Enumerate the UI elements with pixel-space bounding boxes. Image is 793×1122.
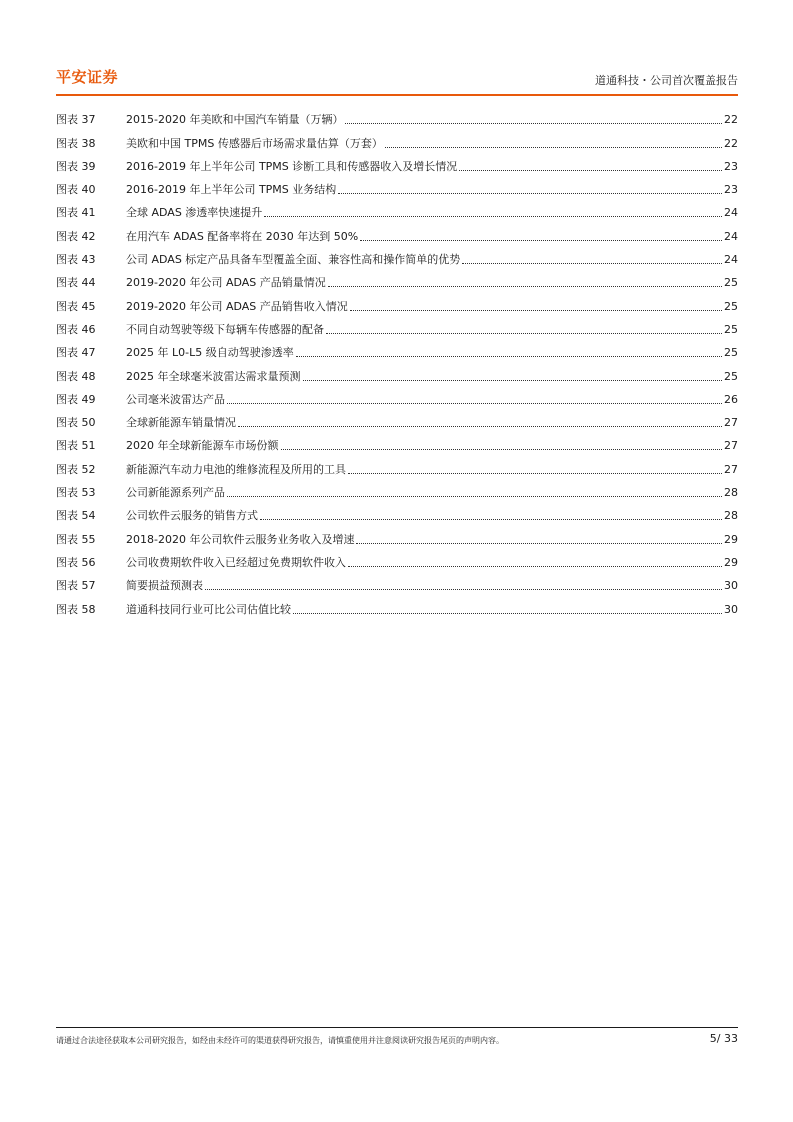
toc-dot-leader xyxy=(459,169,722,171)
document-title: 道通科技・公司首次覆盖报告 xyxy=(595,74,738,87)
toc-entry[interactable] xyxy=(56,453,738,476)
toc-entry[interactable] xyxy=(56,360,738,383)
toc-entry[interactable] xyxy=(56,337,738,360)
toc-page-number: 22 xyxy=(724,113,738,127)
brand-logo: 平安证券 xyxy=(56,68,119,86)
toc-figure-number: 图表 54 xyxy=(56,509,96,523)
toc-page-number: 28 xyxy=(724,509,738,523)
toc-page-number: 27 xyxy=(724,416,738,430)
toc-figure-title: 2019-2020 年公司 ADAS 产品销售收入情况 xyxy=(126,299,348,313)
toc-figure-title: 不同自动驾驶等级下每辆车传感器的配备 xyxy=(126,322,324,336)
footer-disclaimer: 请通过合法途径获取本公司研究报告，如经由未经许可的渠道获得研究报告，请慎重使用并注意阅读研究报告尾页的声明内容。 xyxy=(56,1036,504,1045)
figure-index xyxy=(56,104,738,617)
toc-figure-title: 在用汽车 ADAS 配备率将在 2030 年达到 50% xyxy=(126,229,359,243)
toc-entry[interactable] xyxy=(56,593,738,616)
toc-figure-title: 全球新能源车销量情况 xyxy=(126,416,236,430)
toc-figure-number: 图表 38 xyxy=(56,136,96,150)
page-number: 5/ 33 xyxy=(709,1032,738,1045)
toc-page-number: 24 xyxy=(724,229,738,243)
toc-dot-leader xyxy=(462,262,722,264)
toc-figure-title: 公司软件云服务的销售方式 xyxy=(126,509,258,523)
toc-dot-leader xyxy=(348,565,722,567)
toc-entry[interactable] xyxy=(56,127,738,150)
toc-dot-leader xyxy=(227,495,722,497)
toc-entry[interactable] xyxy=(56,430,738,453)
toc-figure-title: 美欧和中国 TPMS 传感器后市场需求量估算（万套） xyxy=(126,136,383,150)
toc-figure-title: 2025 年 L0-L5 级自动驾驶渗透率 xyxy=(126,346,294,360)
toc-page-number: 30 xyxy=(724,602,738,616)
toc-page-number: 23 xyxy=(724,183,738,197)
toc-figure-number: 图表 56 xyxy=(56,555,96,569)
toc-figure-number: 图表 37 xyxy=(56,113,96,127)
toc-figure-number: 图表 39 xyxy=(56,159,96,173)
toc-figure-number: 图表 40 xyxy=(56,183,96,197)
toc-entry[interactable] xyxy=(56,197,738,220)
toc-page-number: 25 xyxy=(724,346,738,360)
toc-entry[interactable] xyxy=(56,523,738,546)
toc-entry[interactable] xyxy=(56,151,738,174)
toc-figure-title: 2018-2020 年公司软件云服务业务收入及增速 xyxy=(126,532,355,546)
footer-divider xyxy=(56,1027,738,1028)
toc-figure-number: 图表 49 xyxy=(56,392,96,406)
toc-figure-number: 图表 43 xyxy=(56,253,96,267)
toc-dot-leader xyxy=(328,285,722,287)
toc-figure-title: 2016-2019 年上半年公司 TPMS 业务结构 xyxy=(126,183,337,197)
toc-figure-title: 2025 年全球毫米波雷达需求量预测 xyxy=(126,369,301,383)
toc-figure-number: 图表 52 xyxy=(56,462,96,476)
toc-page-number: 27 xyxy=(724,439,738,453)
page-header xyxy=(56,62,738,92)
toc-entry[interactable] xyxy=(56,174,738,197)
toc-figure-title: 2020 年全球新能源车市场份额 xyxy=(126,439,279,453)
toc-dot-leader xyxy=(350,309,722,311)
toc-entry[interactable] xyxy=(56,547,738,570)
toc-figure-title: 全球 ADAS 渗透率快速提升 xyxy=(126,206,263,220)
toc-dot-leader xyxy=(385,146,722,148)
toc-figure-number: 图表 53 xyxy=(56,486,96,500)
toc-figure-number: 图表 45 xyxy=(56,299,96,313)
toc-figure-title: 简要损益预测表 xyxy=(126,579,203,593)
toc-dot-leader xyxy=(260,518,722,520)
toc-figure-title: 2015-2020 年美欧和中国汽车销量（万辆） xyxy=(126,113,344,127)
toc-figure-number: 图表 46 xyxy=(56,322,96,336)
toc-figure-number: 图表 41 xyxy=(56,206,96,220)
toc-entry[interactable] xyxy=(56,500,738,523)
toc-figure-number: 图表 42 xyxy=(56,229,96,243)
toc-figure-number: 图表 57 xyxy=(56,579,96,593)
toc-figure-title: 道通科技同行业可比公司估值比较 xyxy=(126,602,291,616)
toc-page-number: 24 xyxy=(724,253,738,267)
toc-entry[interactable] xyxy=(56,570,738,593)
toc-entry[interactable] xyxy=(56,407,738,430)
toc-entry[interactable] xyxy=(56,290,738,313)
toc-figure-title: 公司 ADAS 标定产品具备车型覆盖全面、兼容性高和操作简单的优势 xyxy=(126,253,461,267)
toc-page-number: 28 xyxy=(724,486,738,500)
toc-page-number: 29 xyxy=(724,555,738,569)
toc-page-number: 25 xyxy=(724,276,738,290)
toc-page-number: 25 xyxy=(724,322,738,336)
toc-entry[interactable] xyxy=(56,220,738,243)
toc-dot-leader xyxy=(238,425,722,427)
toc-dot-leader xyxy=(205,588,722,590)
toc-entry[interactable] xyxy=(56,244,738,267)
toc-page-number: 27 xyxy=(724,462,738,476)
toc-page-number: 23 xyxy=(724,159,738,173)
toc-entry[interactable] xyxy=(56,384,738,407)
toc-entry[interactable] xyxy=(56,267,738,290)
toc-figure-title: 2016-2019 年上半年公司 TPMS 诊断工具和传感器收入及增长情况 xyxy=(126,159,458,173)
toc-dot-leader xyxy=(338,192,722,194)
toc-dot-leader xyxy=(356,542,722,544)
toc-page-number: 29 xyxy=(724,532,738,546)
toc-page-number: 24 xyxy=(724,206,738,220)
toc-entry[interactable] xyxy=(56,477,738,500)
toc-figure-title: 2019-2020 年公司 ADAS 产品销量情况 xyxy=(126,276,326,290)
toc-figure-number: 图表 47 xyxy=(56,346,96,360)
toc-page-number: 22 xyxy=(724,136,738,150)
toc-figure-title: 新能源汽车动力电池的维修流程及所用的工具 xyxy=(126,462,346,476)
toc-figure-number: 图表 58 xyxy=(56,602,96,616)
toc-figure-title: 公司新能源系列产品 xyxy=(126,486,225,500)
toc-figure-title: 公司收费期软件收入已经超过免费期软件收入 xyxy=(126,555,346,569)
toc-dot-leader xyxy=(360,239,722,241)
toc-dot-leader xyxy=(227,402,722,404)
toc-page-number: 26 xyxy=(724,392,738,406)
toc-figure-number: 图表 48 xyxy=(56,369,96,383)
toc-dot-leader xyxy=(281,448,723,450)
toc-dot-leader xyxy=(303,379,723,381)
toc-dot-leader xyxy=(345,122,722,124)
toc-entry[interactable] xyxy=(56,104,738,127)
toc-figure-title: 公司毫米波雷达产品 xyxy=(126,392,225,406)
toc-page-number: 25 xyxy=(724,299,738,313)
toc-figure-number: 图表 51 xyxy=(56,439,96,453)
toc-dot-leader xyxy=(326,332,722,334)
toc-dot-leader xyxy=(293,612,722,614)
toc-dot-leader xyxy=(296,355,722,357)
toc-figure-number: 图表 50 xyxy=(56,416,96,430)
toc-entry[interactable] xyxy=(56,314,738,337)
toc-figure-number: 图表 44 xyxy=(56,276,96,290)
toc-figure-number: 图表 55 xyxy=(56,532,96,546)
toc-dot-leader xyxy=(348,472,722,474)
toc-page-number: 30 xyxy=(724,579,738,593)
toc-page-number: 25 xyxy=(724,369,738,383)
header-divider xyxy=(56,94,738,96)
toc-dot-leader xyxy=(264,215,722,217)
